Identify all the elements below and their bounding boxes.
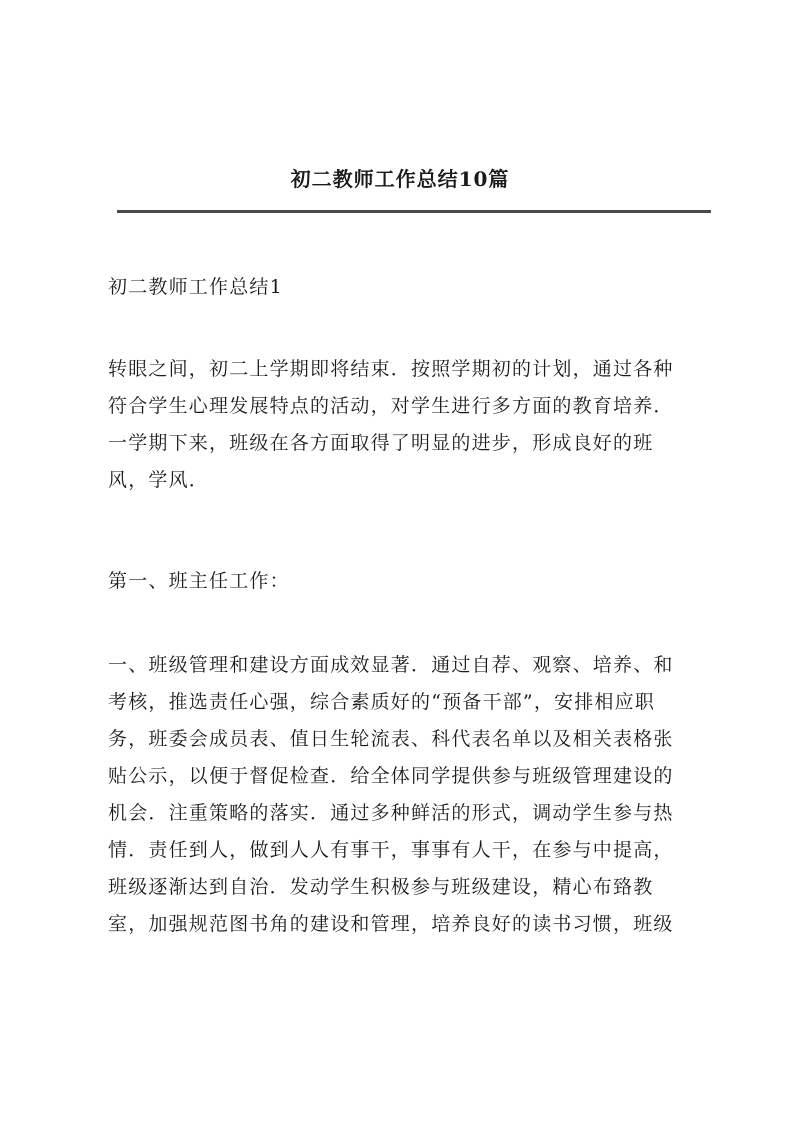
intro-line: 风，学风． [108, 469, 210, 491]
intro-line: 转眼之间，初二上学期即将结束．按照学期初的计划，通过各种 [108, 358, 674, 380]
section-heading [108, 269, 712, 306]
title-underline [117, 210, 711, 213]
intro-paragraph [108, 351, 712, 499]
body-line: 考核，推选责任心强，综合素质好的“预备干部”，安排相应职 [108, 691, 656, 713]
body-line: 机会．注重策略的落实．通过多种鲜活的形式，调动学生参与热 [108, 802, 674, 824]
body-line: 室，加强规范图书角的建设和管理，培养良好的读书习惯，班级 [108, 913, 674, 935]
body-line: 班级逐渐达到自治．发动学生积极参与班级建设，精心布臵教 [108, 876, 654, 898]
intro-line: 符合学生心理发展特点的活动，对学生进行多方面的教育培养． [108, 395, 674, 417]
document-title: 初二教师工作总结10篇 [290, 167, 510, 191]
body-line: 贴公示，以便于督促检查．给全体同学提供参与班级管理建设的 [108, 765, 674, 787]
body-line: 一、班级管理和建设方面成效显著．通过自荐、观察、培养、和 [108, 654, 674, 676]
subsection-heading-text: 第一、班主任工作： [108, 570, 290, 592]
intro-line: 一学期下来，班级在各方面取得了明显的进步，形成良好的班 [108, 432, 654, 454]
body-line: 情．责任到人，做到人人有事干，事事有人干，在参与中提高， [108, 839, 674, 861]
subsection-heading [108, 563, 712, 600]
body-line: 务，班委会成员表、值日生轮流表、科代表名单以及相关表格张 [108, 728, 674, 750]
body-paragraph [108, 647, 712, 943]
section-heading-text: 初二教师工作总结1 [108, 276, 283, 298]
